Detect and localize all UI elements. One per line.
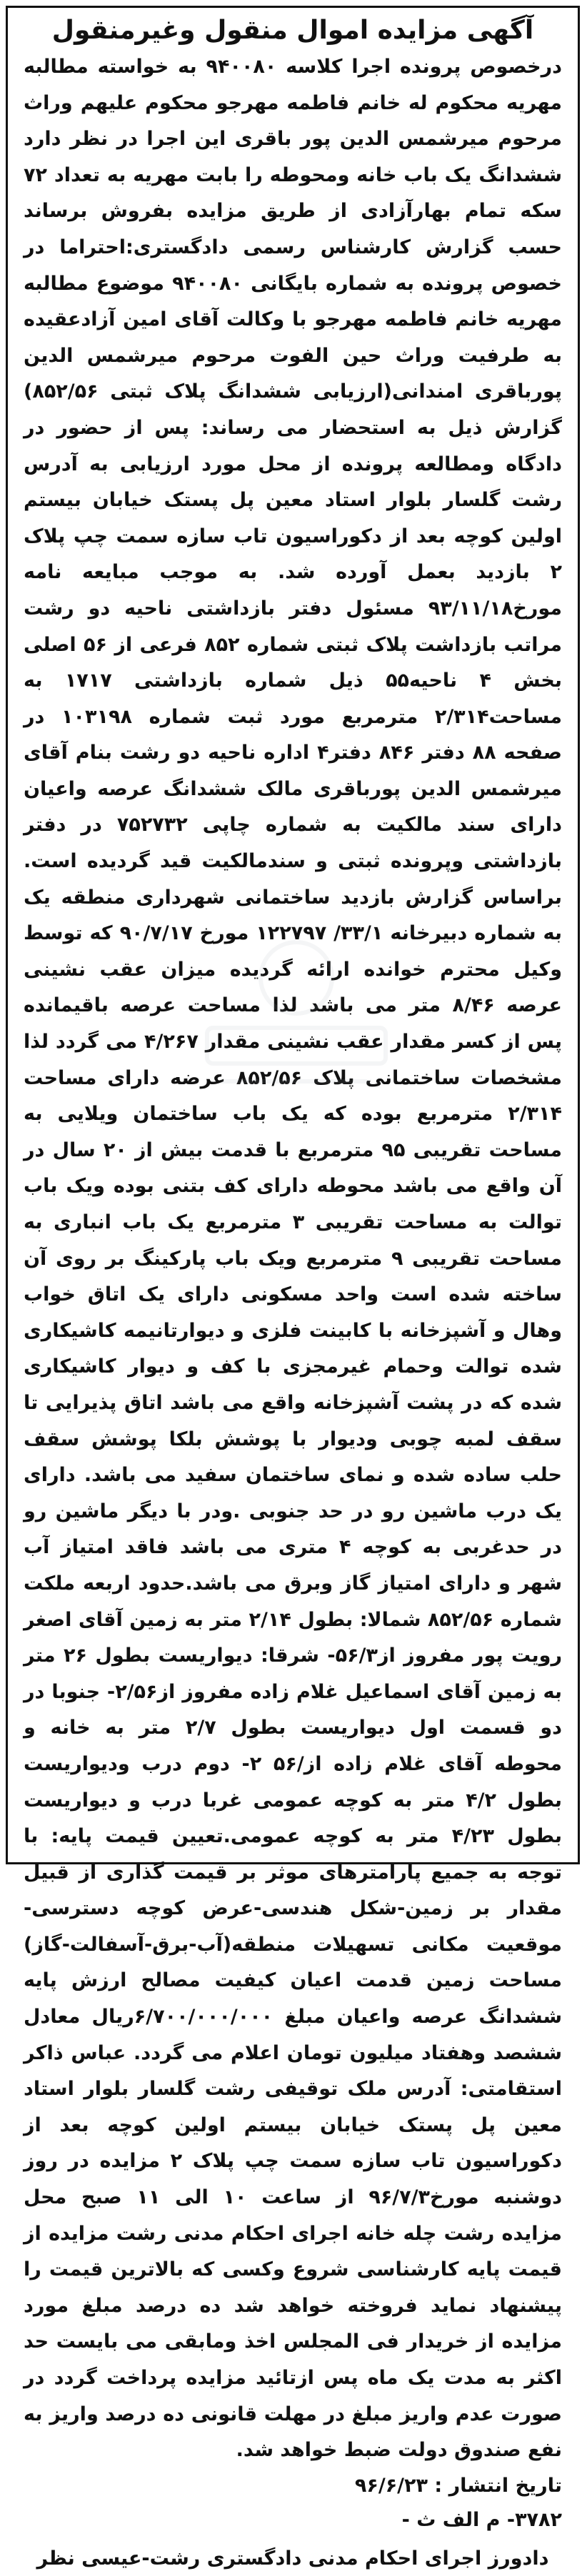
auction-notice (6, 6, 580, 2570)
signature-line: دادورز اجرای احکام مدنی دادگستری رشت-عیسی نظر (36, 2547, 549, 2570)
notice-footer (24, 2469, 562, 2576)
reference-number: ۳۷۸۲- م الف ث - (401, 2508, 562, 2531)
notice-body: درخصوص پرونده اجرا کلاسه ۹۴۰۰۸۰ به خواسته مطالبه مهریه محکوم له خانم فاطمه مهرجو محکوم علیهم وراث مرحوم میرشمس الدین پور باقری این اجرا در نظر دارد ششدانگ یک باب خانه ومحوطه را بابت مهریه به تعداد ۷۲ سکه تمام بهارآزادی از طریق مزایده بفروش برساند حسب گزارش کارشناس رسمی دادگستری:احتراما در خصوص پرونده به شماره بایگانی ۹۴۰۰۸۰ موضوع مطالبه مهریه خانم فاطمه مهرجو با وکالت آقای امین آزادعقیده به طرفیت وراث حین الفوت مرحوم میرشمس الدین پورباقری امندانی(ارزیابی ششدانگ پلاک ثبتی ۸۵۲/۵۶) گزارش ذیل به استحضار می رساند: پس از حضور در دادگاه ومطالعه پرونده از محل مورد ارزیابی به آدرس رشت گلسار بلوار استاد معین پل پستک خیابان بیستم اولین کوچه بعد از دکوراسیون تاب سازه سمت چپ پلاک ۲ بازدید بعمل آورده شد. به موجب مبایعه نامه مورخ۹۳/۱۱/۱۸ مسئول دفتر بازداشتی ناحیه دو رشت مراتب بازداشت پلاک ثبتی شماره ۸۵۲ فرعی از ۵۶ اصلی بخش ۴ ناحیه۵۵ ذیل شماره بازداشتی ۱۷۱۷ به مساحت۲/۳۱۴ مترمربع مورد ثبت شماره ۱۰۳۱۹۸ در صفحه ۸۸ دفتر ۸۴۶ دفتر۴ اداره ناحیه دو رشت بنام آقای میرشمس الدین پورباقری مالک ششدانگ عرصه واعیان دارای سند مالکیت به شماره چاپی ۷۵۲۷۳۲ در دفتر بازداشتی وپرونده ثبتی و سندمالکیت قید گردیده است. براساس گزارش بازدید ساختمانی شهرداری منطقه یک به شماره دبیرخانه ۳۳/۱/ ۱۲۲۷۹۷ مورخ ۹۰/۷/۱۷ که توسط وکیل محترم خوانده ارائه گردیده میزان عقب نشینی عرصه ۸/۴۶ متر می باشد لذا مساحت عرصه باقیمانده پس از کسر مقدار عقب نشینی مقدار ۴/۲۶۷ می گردد لذا مشخصات ساختمانی پلاک ۸۵۲/۵۶ عرضه دارای مساحت ۲/۳۱۴ مترمربع بوده که یک باب ساختمان ویلایی به مساحت تقریبی ۹۵ مترمربع با قدمت بیش از ۲۰ سال در آن واقع می باشد محوطه دارای کف بتنی بوده ویک باب توالت به مساحت تقریبی ۳ مترمربع یک باب انباری به مساحت تقریبی ۹ مترمربع ویک باب پارکینگ بر روی آن ساخته شده است واحد مسکونی دارای یک اتاق خواب وهال و آشپزخانه با کابینت فلزی و دیوارتانیمه کاشیکاری شده توالت وحمام غیرمجزی با کف و دیوار کاشیکاری شده که در پشت آشپزخانه واقع می باشد اتاق پذیرایی تا سقف لمبه چوبی ودیوار با پوشش بلکا پوشش سقف حلب ساده شده و نمای ساختمان سفید می باشد. دارای یک درب ماشین رو در حد جنوبی .ودر با دیگر ماشین رو در حدغربی به کوچه ۴ متری می باشد فاقد امتیاز آب شهر و دارای امتیاز گاز وبرق می باشد.حدود اربعه ملکت شماره ۸۵۲/۵۶ شمالا: بطول ۲/۱۴ متر به زمین آقای اصغر رویت پور مفروز از۵۶/۳- شرقا: دیواریست بطول ۲۶ متر به زمین آقای اسماعیل غلام زاده مفروز از۲/۵۶- جنوبا در دو قسمت اول دیواریست بطول ۲/۷ متر به خانه و محوطه آقای غلام زاده از/۵۶ ۲- دوم درب ودیواریست بطول ۴/۲ متر به کوچه عمومی غربا درب و دیواریست بطول ۴/۲۳ متر به کوچه عمومی.تعیین قیمت پایه: با توجه به جمیع پارامترهای موثر بر قیمت گذاری از قبیل مقدار بر زمین-شکل هندسی-عرض کوچه دسترسی-موقعیت مکانی تسهیلات منطقه(آب-برق-آسفالت-گاز) مساحت زمین قدمت اعیان کیفیت مصالح ارزش پایه ششدانگ عرصه واعیان مبلغ ۶/۷۰۰/۰۰۰/۰۰۰ریال معادل ششصد وهفتاد میلیون تومان اعلام می گردد. عباس ذاکر استقامتی: آدرس ملک توقیفی رشت گلسار بلوار استاد معین پل پستک خیابان بیستم اولین کوچه بعد از دکوراسیون تاب سازه سمت چپ پلاک ۲ مزایده در روز دوشنبه مورخ۹۶/۷/۳ از ساعت ۱۰ الی ۱۱ صبح محل مزایده رشت چله خانه اجرای احکام مدنی رشت مزایده از قیمت پایه کارشناسی شروع وکسی که بالاترین قیمت را پیشنهاد نماید فروخته خواهد شد ده درصد مبلغ مورد مزایده از خریدار فی المجلس اخذ ومابقی می بایست حد اکثر به مدت یک ماه پس ازتائید مزایده پرداخت گردد در صورت عدم واریز مبلغ در مهلت قانونی ده درصد واریز به نفع صندوق دولت ضبط خواهد شد. (24, 56, 563, 2462)
publish-date: تاریخ انتشار : ۹۶/۶/۲۳ (354, 2474, 562, 2497)
notice-title: آگهی مزایده اموال منقول وغیرمنقول (51, 16, 534, 45)
